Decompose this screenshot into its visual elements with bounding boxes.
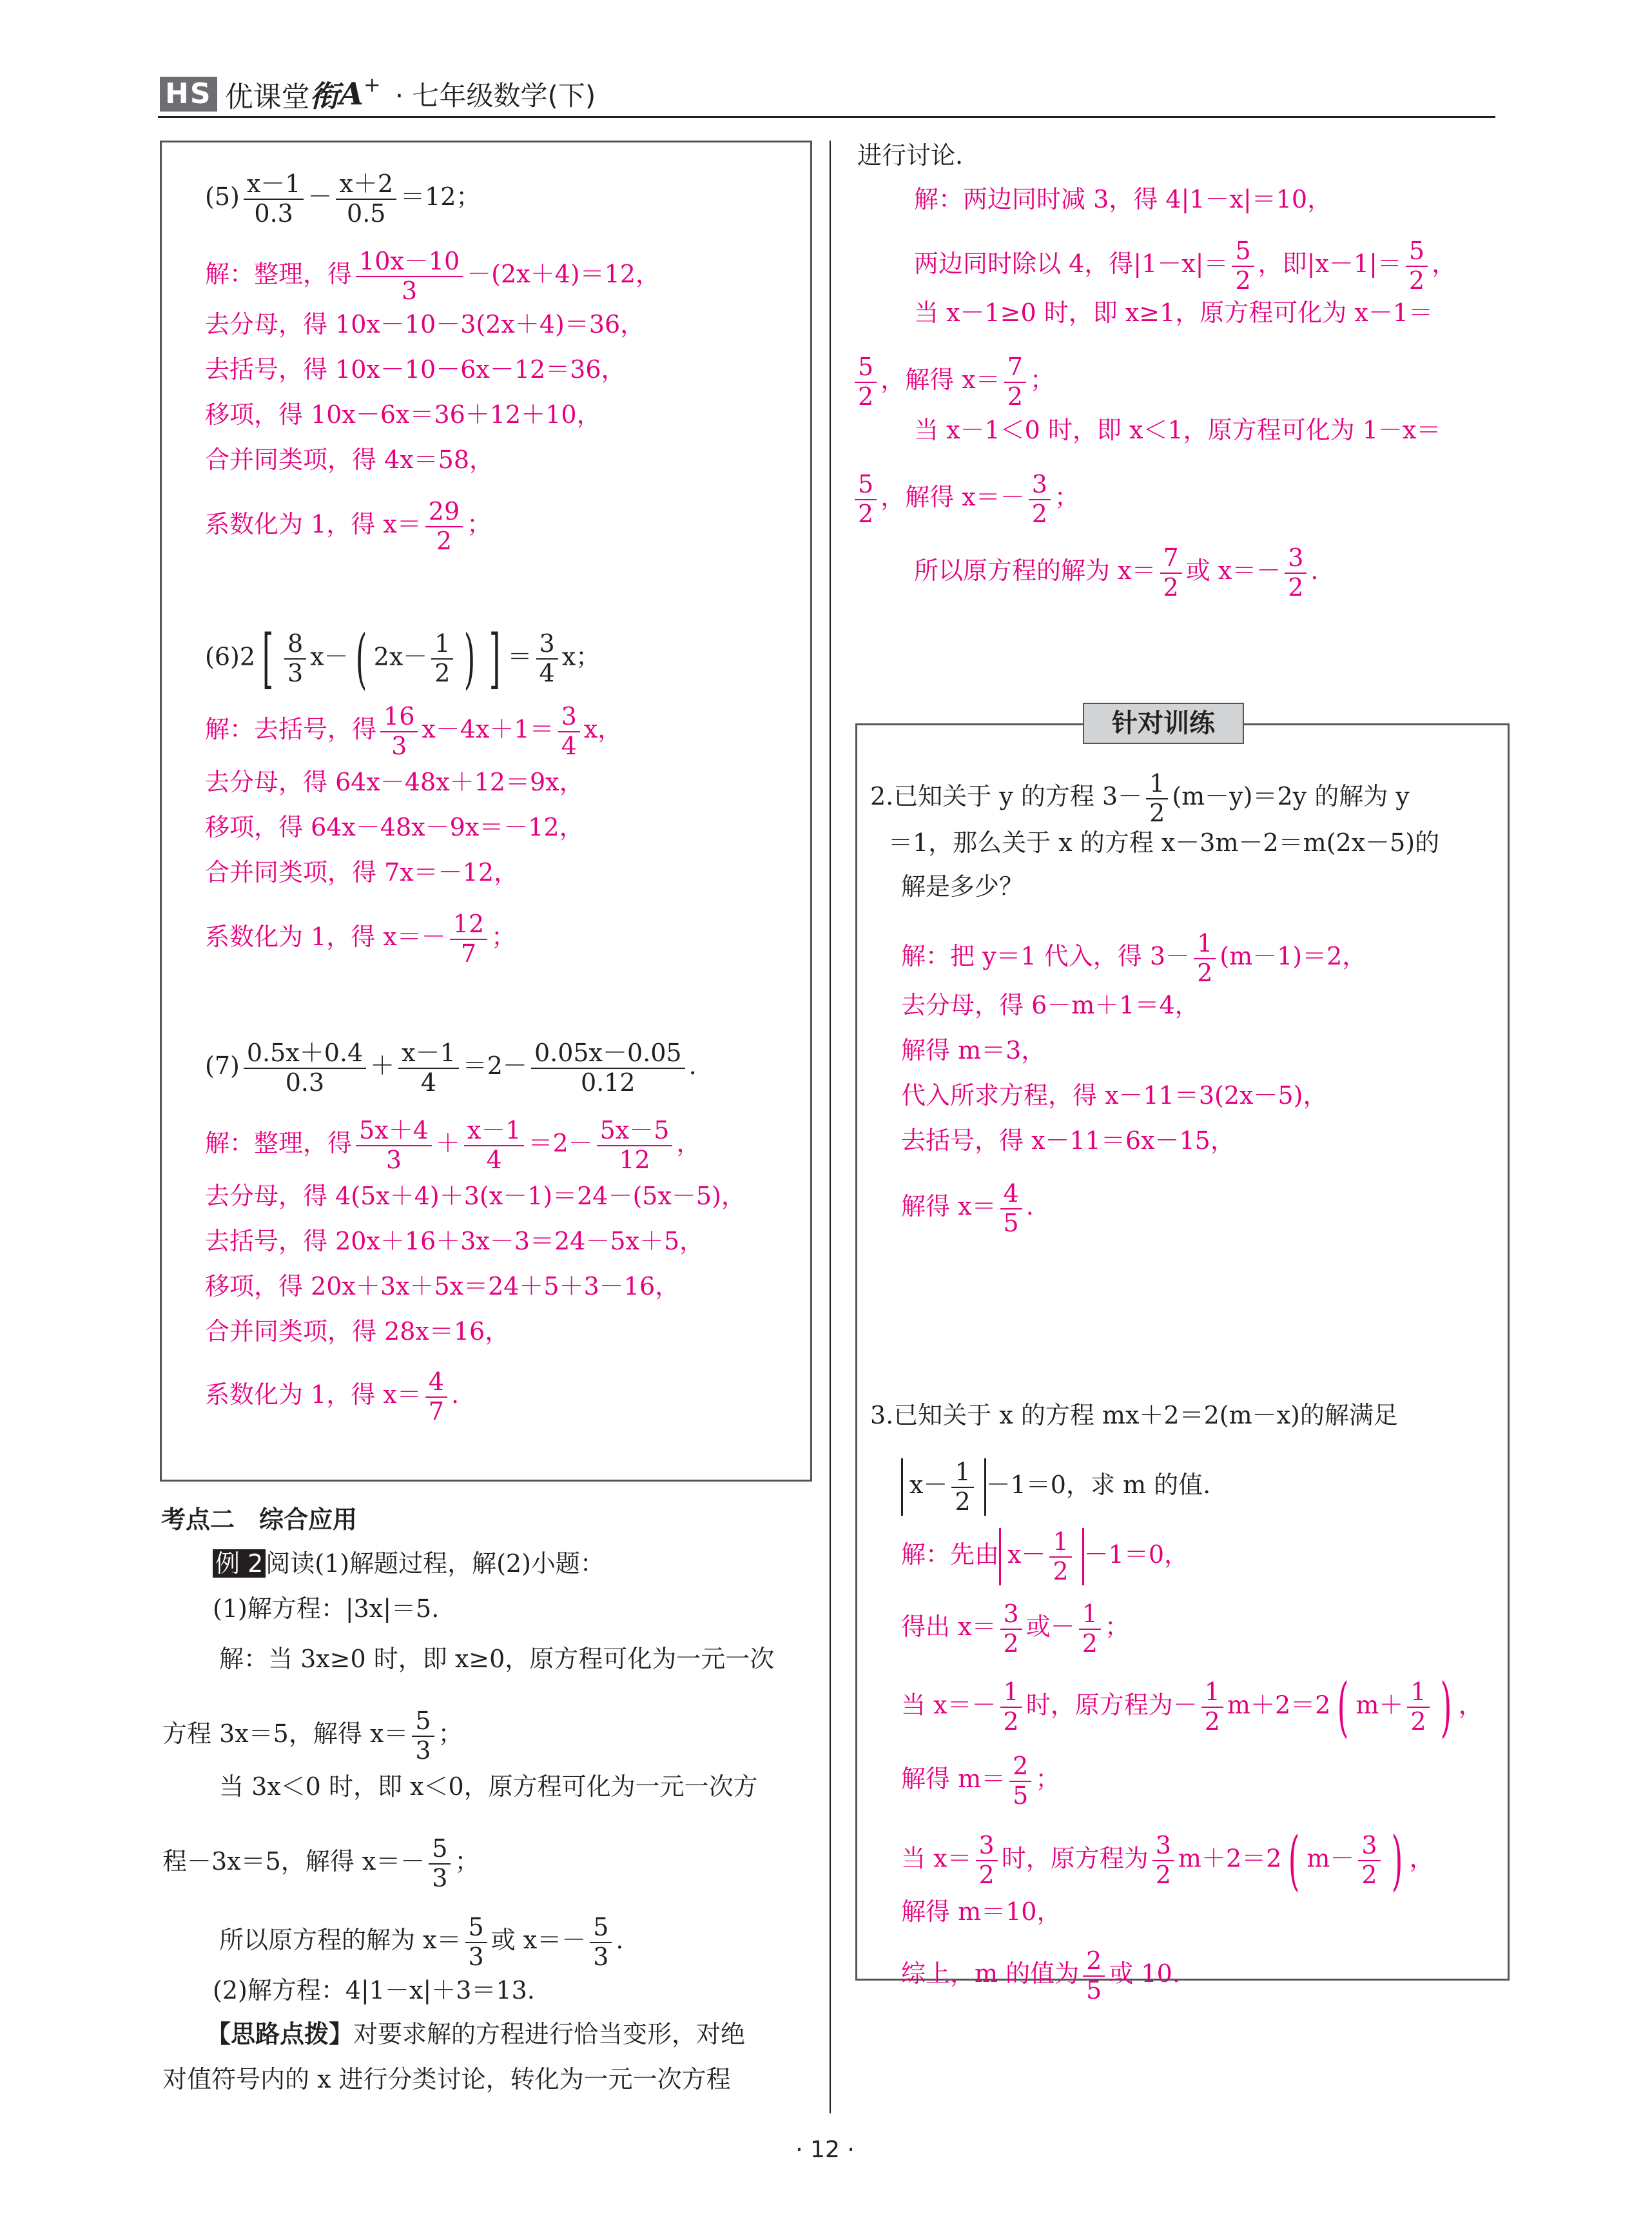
right-r0: 进行讨论. [857, 141, 964, 170]
header [160, 72, 596, 114]
brand: 优课堂 [224, 81, 310, 114]
p6-step3: 移项，得 64x－48x－9x＝－12， [205, 813, 584, 841]
a2-line4: 代入所求方程，得 x－11＝3(2x－5)， [901, 1081, 1328, 1110]
q3-line1: 3.已知关于 x 的方程 mx＋2＝2(m－x)的解满足 [870, 1401, 1398, 1429]
right-r6: $\frac{5}{2}$ ，解得 x＝－ $\frac{3}{2}$ ； [855, 471, 1079, 528]
p7-step5: 合并同类项，得 28x＝16， [205, 1317, 510, 1346]
q2-line1: 2.已知关于 y 的方程 3－ $\frac{1}{2}$ (m－y)＝2y 的解为 y [870, 769, 1410, 827]
p7-step6: 系数化为 1，得 x＝ $\frac{4}{7}$ . [205, 1367, 460, 1425]
p6-problem: (6)2 [ $\frac{8}{3}$ x－ ( 2x－ $\frac{1}{2}$ ) ] ＝ $\frac{3}{4}$ x； [205, 621, 601, 696]
p5-step4: 移项，得 10x－6x＝36＋12＋10， [205, 400, 601, 429]
grade-plus: + [363, 72, 381, 97]
ex-line7: (2)解方程：4|1－x|＋3＝13. [213, 1976, 535, 2004]
ex-line4: 当 3x＜0 时，即 x＜0，原方程可化为一元一次方 [219, 1772, 758, 1801]
ex-line6: 所以原方程的解为 x＝ $\frac{5}{3}$ 或 x＝－ $\frac{5}{3}$ . [219, 1913, 624, 1971]
a2-line6: 解得 x＝ $\frac{4}{5}$ . [901, 1179, 1034, 1237]
ex-line5: 程－3x＝5，解得 x＝－ $\frac{5}{3}$ ； [162, 1834, 480, 1892]
ex-line3: 方程 3x＝5，解得 x＝ $\frac{5}{3}$ ； [162, 1707, 463, 1765]
training-title: 针对训练 [1083, 703, 1244, 744]
right-r7: 所以原方程的解为 x＝ $\frac{7}{2}$ 或 x＝－ $\frac{3}{2}$ . [914, 544, 1319, 602]
brand-script: 衔 [309, 79, 340, 114]
right-r4: $\frac{5}{2}$ ，解得 x＝ $\frac{7}{2}$ ； [855, 353, 1054, 411]
p5-step6: 系数化为 1，得 x＝ $\frac{29}{2}$ ； [205, 497, 492, 555]
tip-line1: 【思路点拨】对要求解的方程进行恰当变形，对绝 [206, 2020, 746, 2048]
p7-step4: 移项，得 20x＋3x＋5x＝24＋5＋3－16， [205, 1272, 680, 1300]
a3-line7: 综上，m 的值为 $\frac{2}{5}$ 或 10. [901, 1946, 1180, 2004]
p6-step5: 系数化为 1，得 x＝－ $\frac{12}{7}$ ； [205, 910, 516, 968]
section-title: 考点二 综合应用 [161, 1505, 358, 1534]
p6-step1: 解：去括号，得 $\frac{16}{3}$ x－4x＋1＝ $\frac{3}{4}$ x， [205, 702, 623, 760]
right-r3: 当 x－1≥0 时，即 x≥1，原方程可化为 x－1＝ [914, 299, 1433, 327]
right-r1: 解：两边同时减 3，得 4|1－x|＝10， [914, 185, 1332, 213]
p7-step3: 去括号，得 20x＋16＋3x－3＝24－5x＋5， [205, 1227, 705, 1255]
p5-step3: 去括号，得 10x－10－6x－12＝36， [205, 355, 626, 384]
p5-problem: (5) $\frac{x-1}{0.3}$ － $\frac{x+2}{0.5}$ ＝12； [205, 170, 481, 228]
a3-line4: 解得 m＝ $\frac{2}{5}$ ； [901, 1752, 1060, 1810]
a2-line3: 解得 m＝3， [901, 1036, 1046, 1064]
example-tag: 例 2 [213, 1549, 266, 1578]
a2-line1: 解：把 y＝1 代入，得 3－ $\frac{1}{2}$ (m－1)＝2， [901, 929, 1367, 987]
p6-step4: 合并同类项，得 7x＝－12， [205, 858, 519, 886]
grade-a: A [339, 76, 364, 113]
header-rule [158, 116, 1495, 118]
a3-line2: 得出 x＝ $\frac{3}{2}$ 或－ $\frac{1}{2}$ ； [901, 1600, 1129, 1658]
a2-line2: 去分母，得 6－m＋1＝4， [901, 991, 1200, 1019]
p7-problem: (7) $\frac{0.5x+0.4}{0.3}$ ＋ $\frac{x-1}{4}$ ＝2－ $\frac{0.05x-0.05}{0.12}$ . [205, 1039, 697, 1097]
right-r2: 两边同时除以 4，得|1－x|＝ $\frac{5}{2}$ ，即|x－1|＝ $\frac{5}{2}$ ， [914, 237, 1457, 295]
q3-line2: x－ $\frac{1}{2}$ －1＝0，求 m 的值. [901, 1458, 1210, 1516]
ex-line2: 解：当 3x≥0 时，即 x≥0，原方程可化为一元一次 [219, 1645, 775, 1673]
a3-line1: 解：先由 x－ $\frac{1}{2}$ －1＝0， [901, 1527, 1189, 1585]
p5-step1: 解：整理，得 $\frac{10x-10}{3}$ －(2x＋4)＝12， [205, 247, 660, 305]
logo: HS [160, 77, 217, 112]
p6-step2: 去分母，得 64x－48x＋12＝9x， [205, 768, 584, 796]
p5-step2: 去分母，得 10x－10－3(2x＋4)＝36， [205, 310, 645, 338]
column-divider [830, 141, 831, 2113]
q2-line2: ＝1，那么关于 x 的方程 x－3m－2＝m(2x－5)的 [888, 828, 1440, 857]
right-r5: 当 x－1＜0 时，即 x＜1，原方程可化为 1－x＝ [914, 416, 1441, 444]
tip-line2: 对值符号内的 x 进行分类讨论，转化为一元一次方程 [162, 2065, 731, 2093]
a3-line6: 解得 m＝10， [901, 1897, 1062, 1926]
a2-line5: 去括号，得 x－11＝6x－15， [901, 1126, 1235, 1155]
p7-step2: 去分母，得 4(5x＋4)＋3(x－1)＝24－(5x－5)， [205, 1182, 746, 1210]
page-number: · 12 · [795, 2137, 855, 2163]
example-2: 例 2 阅读(1)解题过程，解(2)小题： [213, 1547, 605, 1580]
q2-line3: 解是多少？ [901, 872, 1024, 901]
a3-line3: 当 x＝－ $\frac{1}{2}$ 时，原方程为－ $\frac{1}{2}$ m＋2＝2 ( m＋ $\frac{1}{2}$ ) ， [901, 1669, 1483, 1745]
p5-step5: 合并同类项，得 4x＝58， [205, 446, 494, 474]
a3-line5: 当 x＝ $\frac{3}{2}$ 时，原方程为 $\frac{3}{2}$ m＋2＝2 ( m－ $\frac{3}{2}$ ) ， [901, 1823, 1434, 1898]
p7-step1: 解：整理，得 $\frac{5x+4}{3}$ ＋ $\frac{x-1}{4}$ ＝2－ $\frac{5x-5}{12}$ ， [205, 1116, 701, 1174]
header-title: · 七年级数学(下) [394, 80, 596, 112]
ex-line1: (1)解方程：|3x|＝5. [213, 1594, 440, 1623]
